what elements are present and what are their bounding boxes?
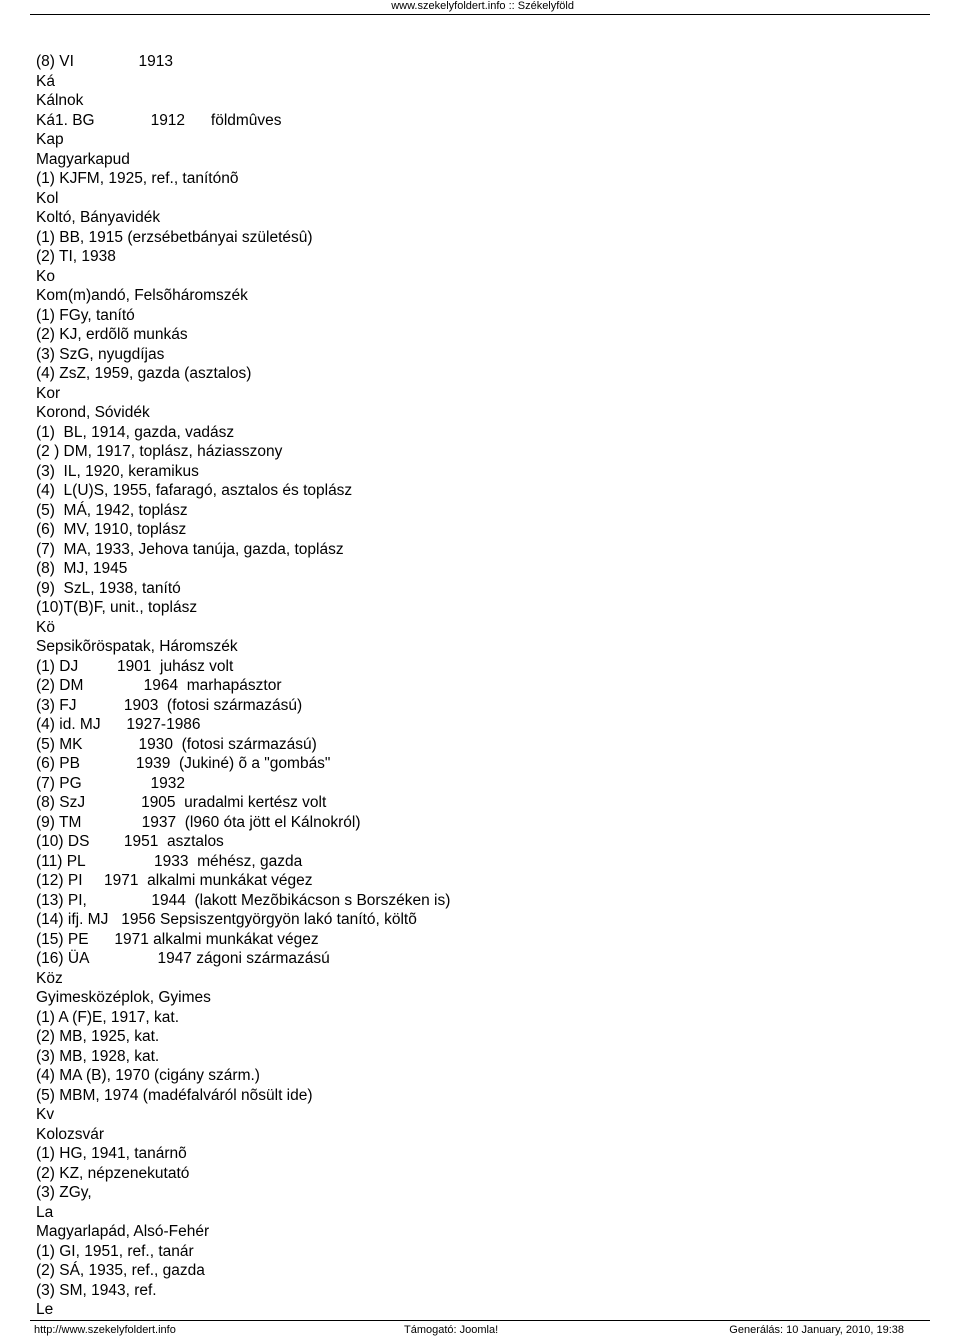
text-line: Ká [36, 72, 55, 90]
footer-generated-timestamp: Generálás: 10 January, 2010, 19:38 [729, 1324, 904, 1336]
text-line: (1) FGy, tanító [36, 306, 135, 324]
text-line: (2) DM 1964 marhapásztor [36, 677, 282, 694]
text-line: (3) SM, 1943, ref. [36, 1281, 157, 1299]
text-line: Köz [36, 969, 63, 987]
text-line: Kom(m)andó, Felsõháromszék [36, 287, 248, 304]
text-line: (7) MA, 1933, Jehova tanúja, gazda, toplász [36, 540, 344, 558]
text-line: (5) MÁ, 1942, toplász [36, 501, 188, 519]
text-line: (4) MA (B), 1970 (cigány szárm.) [36, 1067, 260, 1084]
footer-url-link[interactable]: http://www.szekelyfoldert.info [34, 1324, 176, 1336]
text-line: (6) PB 1939 (Jukiné) õ a "gombás" [36, 755, 331, 772]
text-line: (1) KJFM, 1925, ref., tanítónõ [36, 170, 239, 187]
text-line: (2) MB, 1925, kat. [36, 1028, 160, 1045]
text-line: Koltó, Bányavidék [36, 209, 161, 226]
text-line: (1) A (F)E, 1917, kat. [36, 1008, 180, 1026]
header-site-link[interactable]: www.szekelyfoldert.info :: Székelyföld [391, 0, 574, 12]
text-line: Ká1. BG 1912 földmûves [36, 111, 282, 129]
text-line: (1) HG, 1941, tanárnõ [36, 1145, 187, 1162]
text-line: Kö [36, 618, 55, 636]
text-line: (13) PI, 1944 (lakott Mezõbikácson s Borszéken is) [36, 891, 451, 909]
text-line: Ko [36, 267, 55, 285]
text-line: (6) MV, 1910, toplász [36, 521, 187, 538]
text-line: (1) GI, 1951, ref., tanár [36, 1242, 194, 1260]
footer-sponsor: Támogató: Joomla! [404, 1324, 499, 1336]
text-line: Magyarlapád, Alsó-Fehér [36, 1223, 210, 1240]
document-body [36, 52, 916, 1320]
text-line: (3) ZGy, [36, 1184, 92, 1201]
text-line: Kor [36, 384, 61, 402]
text-line: (3) MB, 1928, kat. [36, 1047, 160, 1065]
text-line: (4) L(U)S, 1955, fafaragó, asztalos és toplász [36, 482, 353, 499]
header-divider [30, 14, 930, 15]
text-line: (4) id. MJ 1927-1986 [36, 716, 201, 733]
text-line: Kolozsvár [36, 1125, 105, 1143]
text-line: (12) PI 1971 alkalmi munkákat végez [36, 872, 313, 889]
text-line: Kálnok [36, 92, 84, 109]
text-line: Magyarkapud [36, 150, 130, 168]
text-line: (5) MK 1930 (fotosi származású) [36, 735, 317, 753]
text-line: (3) SzG, nyugdíjas [36, 345, 165, 363]
text-line: (8) SzJ 1905 uradalmi kertész volt [36, 794, 327, 811]
text-line: (8) MJ, 1945 [36, 560, 128, 577]
text-line: (10) DS 1951 asztalos [36, 833, 224, 850]
text-line: (7) PG 1932 [36, 774, 186, 792]
text-line: (2) KJ, erdõlõ munkás [36, 326, 188, 343]
text-line: (2) KZ, népzenekutató [36, 1164, 190, 1182]
text-line: (9) SzL, 1938, tanító [36, 579, 181, 597]
text-line: (2) SÁ, 1935, ref., gazda [36, 1262, 205, 1279]
footer-divider [30, 1320, 930, 1321]
text-line: (1) BL, 1914, gazda, vadász [36, 423, 235, 441]
text-line: Sepsikõröspatak, Háromszék [36, 638, 238, 655]
text-line: Le [36, 1301, 54, 1318]
text-line: (2 ) DM, 1917, toplász, háziasszony [36, 443, 283, 460]
text-line: (3) IL, 1920, keramikus [36, 462, 199, 480]
text-line: (1) BB, 1915 (erzsébetbányai születésû) [36, 228, 313, 246]
text-line: (14) ifj. MJ 1956 Sepsiszentgyörgyön lakó tanító, költõ [36, 911, 417, 928]
text-line: Kol [36, 189, 59, 207]
text-line: (9) TM 1937 (l960 óta jött el Kálnokról) [36, 813, 361, 831]
text-line: (16) ÜA 1947 zágoni származású [36, 950, 330, 967]
text-line: (2) TI, 1938 [36, 248, 116, 265]
text-line: Kap [36, 131, 64, 148]
text-line: (11) PL 1933 méhész, gazda [36, 852, 303, 870]
text-line: Korond, Sóvidék [36, 404, 150, 421]
text-line: Kv [36, 1106, 55, 1123]
text-line: La [36, 1203, 54, 1221]
text-line: (3) FJ 1903 (fotosi származású) [36, 696, 303, 714]
text-line: (4) ZsZ, 1959, gazda (asztalos) [36, 365, 252, 382]
text-line: (5) MBM, 1974 (madéfalváról nõsült ide) [36, 1086, 313, 1104]
text-line: (1) DJ 1901 juhász volt [36, 657, 234, 675]
text-line: Gyimesközéplok, Gyimes [36, 989, 211, 1006]
text-line: (10)T(B)F, unit., toplász [36, 599, 198, 616]
text-line: (8) VI 1913 [36, 53, 173, 70]
text-line: (15) PE 1971 alkalmi munkákat végez [36, 930, 319, 948]
